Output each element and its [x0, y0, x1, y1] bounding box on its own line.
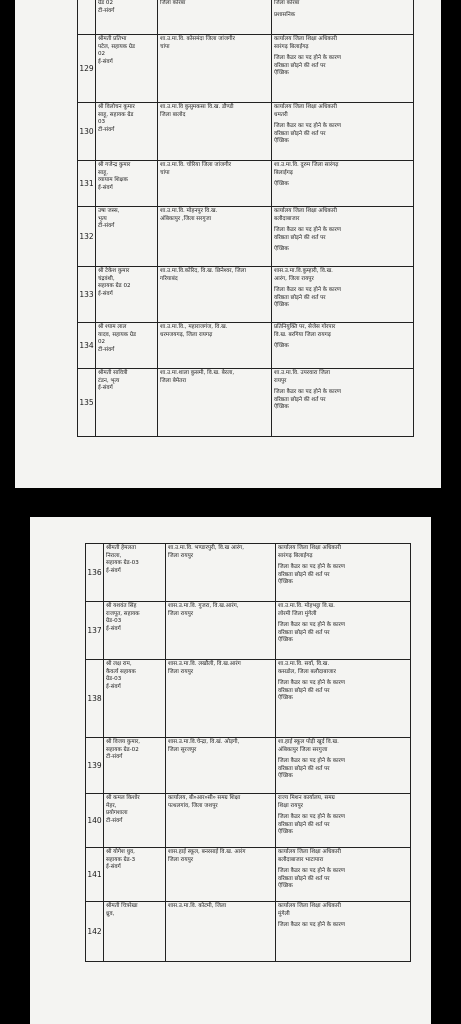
new-posting-line: जिला कैडर का पद होने के कारण वरिष्ठता छोड़ने की शर्त पर ऐच्छिक — [274, 123, 341, 145]
employee-name-designation: उषा जस्स, भृत्य टी-संवर्ग — [96, 207, 158, 267]
new-posting-line: कार्यालय जिला शिक्षा अधिकारी बलौदाबाजार भाटापारा — [278, 849, 342, 863]
serial-number — [78, 0, 96, 35]
serial-number: 137 — [86, 602, 104, 660]
employee-name-designation: श्री योगेश धुव, सहायक ग्रेड-3 ई-संवर्ग — [104, 848, 166, 902]
current-posting: शास.उ.मा.वि.चेन्द्रा, वि.खं. ओड़गी, जिला सूरजपुर — [166, 738, 276, 794]
serial-number: 141 — [86, 848, 104, 902]
serial-number: 131 — [78, 161, 96, 207]
serial-number: 129 — [78, 35, 96, 103]
employee-name-designation: श्री विजय कुमार, सहायक ग्रेड-02 टी-संवर्ग — [104, 738, 166, 794]
employee-name-designation: श्री लक्ष राम, कैवर्त्य सहायक ग्रेड-03 ई-संवर्ग — [104, 660, 166, 738]
serial-number: 142 — [86, 902, 104, 962]
new-posting-line: ऐच्छिक — [274, 181, 289, 188]
employee-name-designation: श्रीमती सावित्री टंडन, भृत्य ई-संवर्ग — [96, 369, 158, 437]
employee-name-designation: श्रीमती प्रतिभा पटेल, सहायक ग्रेड 02 ई-संवर्ग — [96, 35, 158, 103]
new-posting-line: जिला कैडर का पद होने के कारण वरिष्ठता छोड़ने की शर्त पर ऐच्छिक — [278, 758, 345, 780]
current-posting: जिला कोरबा — [158, 0, 272, 35]
current-posting: शा.उ.मा.वि. चोरिया जिला जांजगीर चांपा — [158, 161, 272, 207]
table-row — [86, 794, 411, 848]
new-posting-line: कार्यालय जिला शिक्षा अधिकारी सारंगढ़ बिलाईगढ़ — [278, 545, 342, 559]
new-posting-line: शास.उ.मा.वि.कुम्हारी, वि.ख. आरंग, जिला रायपुर — [274, 268, 333, 282]
current-posting: शा.उ.मा.वि., महाराजगंज, वि.ख. धरमजयगढ़, जिला रायगढ़ — [158, 323, 272, 369]
new-posting-line: जिला कैडर का पद होने के कारण वरिष्ठता छोड़ने की शर्त पर ऐच्छिक — [278, 814, 345, 836]
new-posting — [272, 161, 414, 207]
current-posting: कार्यालय, बी०आर०सी० समग्र शिक्षा पत्थलगांव, जिला जशपुर — [166, 794, 276, 848]
serial-number: 134 — [78, 323, 96, 369]
new-posting-line: प्रतिनियुक्ति पर, सेजेस गोरपार वि.ख. बरगिया जिला रायगढ़ — [274, 324, 336, 338]
current-posting: शास.उ.मा.वि. लखौली, वि.ख.आरंग जिला रायपुर — [166, 660, 276, 738]
employee-name-designation: श्री गजेन्द्र कुमार साहू, व्यायाम शिक्षक ई-संवर्ग — [96, 161, 158, 207]
new-posting-line: कार्यालय जिला शिक्षा अधिकारी सारंगढ़ बिलाईगढ़ — [274, 36, 338, 50]
current-posting: शा.उ.मा.वि. कोसमंदा जिला जांजगीर चांपा — [158, 35, 272, 103]
current-posting: शा.उ.मा.वि. मोहनपुर वि.ख. अंबिकापुर ,जिला सरगुजा — [158, 207, 272, 267]
new-posting-line: कार्यालय जिला शिक्षा अधिकारी मुंगेली — [278, 903, 342, 917]
table-row — [78, 0, 414, 35]
new-posting-line: जिला कैडर का पद होने के कारण वरिष्ठता छोड़ने की शर्त पर ऐच्छिक — [274, 287, 341, 309]
new-posting-line: जिला कैडर का पद होने के कारण वरिष्ठता छोड़ने की शर्त पर ऐच्छिक — [278, 622, 345, 644]
employee-name-designation: श्री टेकेश कुमार चंद्रवंशी, सहायक ग्रेड 02 ई-संवर्ग — [96, 267, 158, 323]
new-posting-line: कार्यालय जिला शिक्षा अधिकारी बलौदाबाजार — [274, 208, 338, 222]
employee-name-designation: ग्रेड 02 टी-संवर्ग — [96, 0, 158, 35]
new-posting — [272, 103, 414, 161]
new-posting — [272, 323, 414, 369]
new-posting-line: जिला कैडर का पद होने के कारण वरिष्ठता छोड़ने की शर्त पर ऐच्छिक — [278, 680, 345, 702]
new-posting-line: शा.उ.मा.वि. मोहभट्ठा वि.ख. लोरमी जिला मुंगेली — [278, 603, 335, 617]
table-row — [78, 267, 414, 323]
current-posting: शा.उ.मा.शाला कुसमी, वि.ख. बेरला, जिला बेमेतरा — [158, 369, 272, 437]
new-posting-line: जिला कैडर का पद होने के कारण वरिष्ठता छोड़ने की शर्त पर ऐच्छिक — [278, 564, 345, 586]
table-row — [78, 103, 414, 161]
document-page-2 — [30, 517, 431, 1024]
current-posting: शास.उ.मा.वि. कोटमी, जिला — [166, 902, 276, 962]
table-row — [86, 660, 411, 738]
table-row — [78, 161, 414, 207]
new-posting — [272, 369, 414, 437]
new-posting — [272, 207, 414, 267]
serial-number: 139 — [86, 738, 104, 794]
table-row — [86, 902, 411, 962]
document-page-1 — [15, 0, 441, 488]
new-posting — [272, 0, 414, 35]
new-posting-line: प्रशासनिक — [274, 11, 296, 18]
table-row — [78, 35, 414, 103]
new-posting-line: जिला कैडर का पद होने के कारण वरिष्ठता छोड़ने की शर्त पर ऐच्छिक — [274, 389, 341, 411]
new-posting-line: राज्य मिशन कार्यालय, समग्र शिक्षा रायपुर — [278, 795, 335, 809]
new-posting-line: शा.उ.मा.वि. दुरुम जिला सारंगढ़ बिलाईगढ़ — [274, 162, 339, 176]
new-posting — [276, 848, 411, 902]
table-row — [86, 738, 411, 794]
new-posting-line: ऐच्छिक — [274, 246, 289, 253]
transfer-table-page-2 — [85, 543, 411, 962]
employee-name-designation: श्री यशवंत सिंह राजपूत, सहायक ग्रेड-03 ई-संवर्ग — [104, 602, 166, 660]
serial-number: 133 — [78, 267, 96, 323]
table-row — [86, 544, 411, 602]
new-posting — [276, 738, 411, 794]
current-posting: शास.हाई स्कूल, बनरसाई वि.ख. आरंग जिला रायपुर — [166, 848, 276, 902]
new-posting-line: जिला कैडर का पद होने के कारण वरिष्ठता छोड़ने की शर्त पर ऐच्छिक — [278, 868, 345, 890]
table-row — [78, 369, 414, 437]
employee-name-designation: श्रीमती हेमलता निराला, सहायक ग्रेड-03 ई-संवर्ग — [104, 544, 166, 602]
new-posting-line: जिला कोरबा — [274, 0, 300, 6]
new-posting — [276, 602, 411, 660]
table-row — [86, 848, 411, 902]
current-posting: शा.उ.मा.वि.कोरिद, वि.ख. छिनेश्वर, जिला गरियाबंद — [158, 267, 272, 323]
serial-number: 138 — [86, 660, 104, 738]
current-posting: शास.उ.मा.वि. गुजरा, वि.ख.आरंग, जिला रायपुर — [166, 602, 276, 660]
new-posting-line: कार्यालय जिला शिक्षा अधिकारी धमतरी — [274, 104, 338, 118]
employee-name-designation: श्री श्याम लाल यादव, सहायक ग्रेड 02 टी-संवर्ग — [96, 323, 158, 369]
table-row — [86, 602, 411, 660]
employee-name-designation: श्री कमल किशोर मेहर, प्रयोगशाला टी-संवर्ग — [104, 794, 166, 848]
serial-number: 130 — [78, 103, 96, 161]
current-posting: शा.उ.मा.वि कुसुमकसा वि.ख. डौण्डी जिला बालोद — [158, 103, 272, 161]
serial-number: 136 — [86, 544, 104, 602]
serial-number: 132 — [78, 207, 96, 267]
new-posting-line: जिला कैडर का पद होने के कारण वरिष्ठता छोड़ने की शर्त पर ऐच्छिक — [274, 55, 341, 77]
transfer-table-page-1 — [77, 0, 414, 437]
new-posting — [276, 660, 411, 738]
serial-number: 140 — [86, 794, 104, 848]
new-posting-line: शा.उ.मा.वि. उपरवारा जिला रायपुर — [274, 370, 331, 384]
new-posting-line: शा.उ.मा.वि. सर्वा, वि.ख. कसडोल, जिला बलौदाबाजार — [278, 661, 336, 675]
new-posting — [272, 35, 414, 103]
new-posting-line: जिला कैडर का पद होने के कारण वरिष्ठता छोड़ने की शर्त पर — [274, 227, 341, 241]
employee-name-designation: श्री विलोचन कुमार साहू, सहायक ग्रेड 03 टी-संवर्ग — [96, 103, 158, 161]
new-posting-line: जिला कैडर का पद होने के कारण — [278, 922, 345, 929]
new-posting — [272, 267, 414, 323]
table-row — [78, 207, 414, 267]
current-posting: शा.उ.मा.वि. भण्डारपुरी, वि.ख आरंग, जिला रायपुर — [166, 544, 276, 602]
serial-number: 135 — [78, 369, 96, 437]
new-posting-line: ऐच्छिक — [274, 343, 289, 350]
table-row — [78, 323, 414, 369]
new-posting-line: शा.हाई स्कूल पोड़ी खुर्द वि.ख. अंबिकापुर जिला सरगुजा — [278, 739, 339, 753]
new-posting — [276, 794, 411, 848]
new-posting — [276, 902, 411, 962]
new-posting — [276, 544, 411, 602]
employee-name-designation: श्रीमती चित्ररेखा ध्रुव, — [104, 902, 166, 962]
